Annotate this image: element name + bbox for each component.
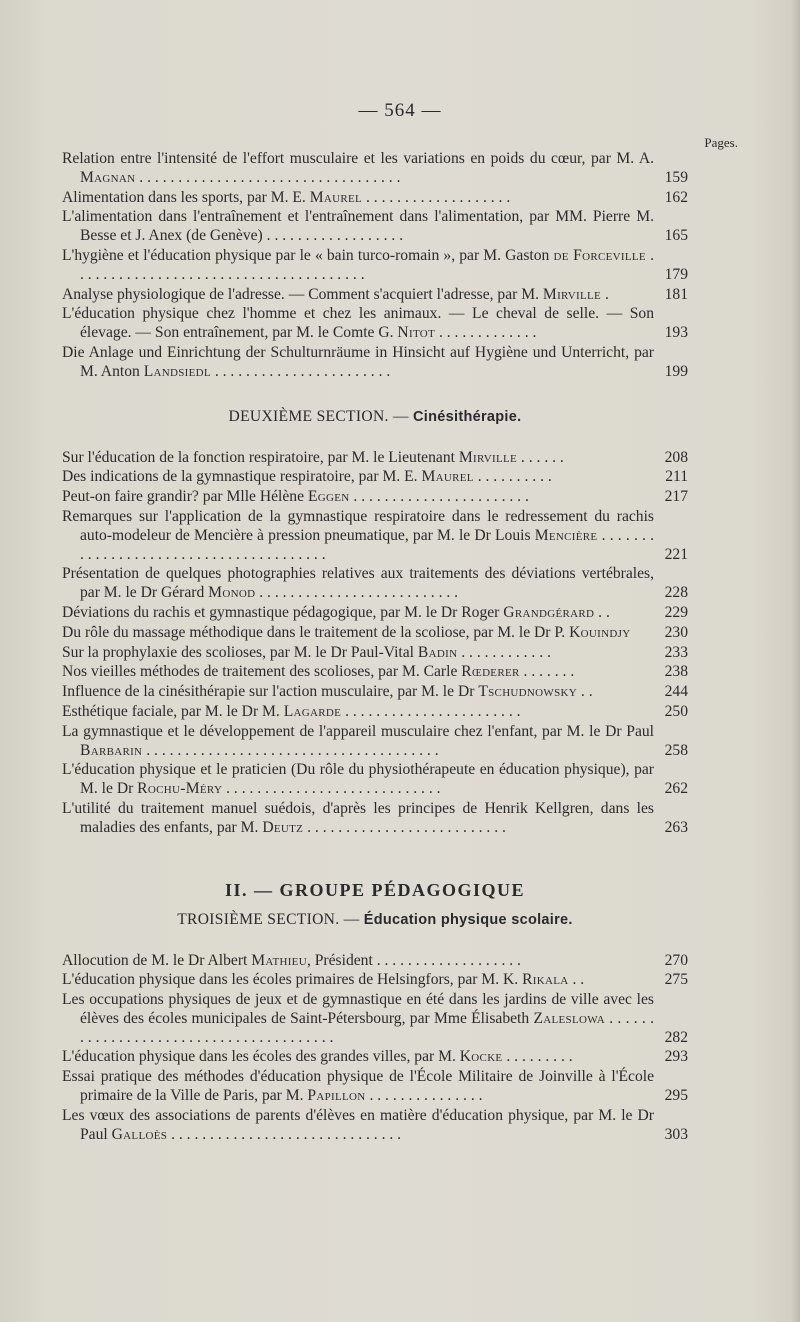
dot-leader: . . . . . . . . . . . . . . . [369,1087,483,1105]
toc-entry [62,761,688,799]
section-title: Cinésithérapie. [413,408,522,425]
dot-leader: . . . . . . . . . . . . [461,643,551,661]
entry-author: Landsiedl [143,362,211,380]
entry-title [62,565,688,603]
entry-title [62,663,688,682]
entry-page-number: 293 [664,1048,688,1066]
entry-title [62,508,688,564]
entry-author: Papillon [307,1087,366,1105]
page-number: — 564 — [358,100,442,121]
entry-page-number: 193 [664,324,688,342]
dot-leader: . . . . . . . . . . . . . . . . . . . . . . . . . . [259,584,459,602]
entry-author: de Forceville [553,246,646,264]
toc-entry [62,644,688,663]
entry-text: Déviations du rachis et gymnastique pédagogique, par M. le Dr Roger [62,603,504,621]
entry-author: Barbarin [80,741,143,759]
dot-leader: . . . . . . . . . . . . . . . . . . . . . . . [214,362,391,380]
entry-page-number: 244 [664,683,688,701]
entry-text: La gymnastique et le développement de l'appareil musculaire chez l'enfant, par M. le Dr Paul [62,722,654,740]
entry-text: Nos vieilles méthodes de traitement des scolioses, par M. Carle [62,663,462,681]
entry-page-number: 159 [664,168,688,186]
entry-text: Esthétique faciale, par M. le Dr M. [62,702,284,720]
entry-title [62,488,688,507]
entry-page-number: 275 [664,971,688,989]
entry-page-number: 228 [664,584,688,602]
toc-entry [62,208,688,246]
entry-author: Maurel [421,468,474,486]
entry-title [62,971,688,990]
entry-page-number: 221 [664,545,688,563]
entry-title [62,150,688,188]
third-section-entries [62,952,688,1145]
entry-title [62,991,688,1047]
toc-entry [62,952,688,971]
toc-entry [62,800,688,838]
dot-leader: . . [572,971,585,989]
entry-page-number: 263 [664,818,688,836]
entry-text: L'éducation physique dans les écoles des grandes villes, par M. [62,1048,460,1066]
entry-text: Sur la prophylaxie des scolioses, par M. le Dr Paul-Vital [62,643,418,661]
entry-title [62,305,688,343]
entry-author: Tschudnowsky [478,683,577,701]
toc-entry [62,1048,688,1067]
entry-page-number: 258 [664,741,688,759]
entry-author: Maurel [309,188,363,206]
entry-title [62,644,688,663]
dot-leader: . . . . . . . . . . . . . . . . . . . [365,188,511,206]
dot-leader: . . . . . . . . . . . . . . . . . . . . . . . . . . . . [226,780,441,798]
entry-text: L'éducation physique dans les écoles primaires de Helsingfors, par M. K. [62,971,523,989]
entry-title [62,286,688,305]
entry-text: Remarques sur l'application de la gymnastique respiratoire dans le redressement du rachis auto-modeleur de Mencière à pression pneumatique, par M. le Dr Louis [62,507,654,544]
entry-page-number: 179 [664,265,688,283]
entry-text: Die Anlage und Einrichtung der Schulturnräume in Hinsicht auf Hygiène und Unterricht, par M. Anton [62,343,654,380]
toc-entry [62,344,688,382]
entry-text: Peut-on faire grandir? par Mlle Hélène [62,488,308,506]
entry-author: Rikala [522,971,569,989]
entry-title [62,624,688,643]
entry-author: Monod [208,584,256,602]
entry-author: Lagarde [283,702,342,720]
dot-leader: . . . . . . . [523,663,575,681]
entry-author: Rœderer [461,663,520,681]
entry-author: Mirville [458,448,518,466]
entry-author: Rochu-Méry [137,780,223,798]
section-heading-deuxieme [62,408,688,426]
entry-text: Présentation de quelques photographies relatives aux traitements des déviations vertébrales, par M. le Dr Gérard [62,565,654,602]
entry-text: Alimentation dans les sports, par M. E. [62,188,310,206]
entry-title [62,1068,688,1106]
entry-author: Kouindjy [569,623,631,641]
toc-entry [62,663,688,682]
entry-text: Analyse physiologique de l'adresse. — Comment s'acquiert l'adresse, par M. [62,285,543,303]
toc-entry [62,683,688,702]
entry-page-number: 165 [664,227,688,245]
page-edge [790,0,800,1322]
second-section-entries [62,449,688,838]
table-of-contents [62,150,688,1145]
section-heading-troisieme [62,911,688,929]
dot-leader: . . . . . . . . . . . . . . . . . . . . . . . . . . . . . . [171,1125,402,1143]
toc-entry [62,703,688,722]
toc-entry [62,449,688,468]
entry-page-number: 230 [664,623,688,641]
entry-text: Les occupations physiques de jeux et de gymnastique en été dans les jardins de ville avec les élèves des écoles municipales de Saint-Pétersbourg, par Mme Élisabeth [62,991,654,1027]
pages-column-label: Pages. [704,135,738,150]
entry-page-number: 270 [664,951,688,969]
section-prefix: DEUXIÈME SECTION. — [228,407,413,425]
entry-text: L'éducation physique chez l'homme et chez les animaux. — Le cheval de selle. — Son élevage. — Son entraînement, par M. le Comte G. [62,305,654,342]
entry-text: L'hygiène et l'éducation physique par le « bain turco-romain », par M. Gaston [62,246,554,264]
entry-text: Sur l'éducation de la fonction respiratoire, par M. le Lieutenant [62,448,459,466]
entry-title [62,247,688,285]
entry-page-number: 208 [664,448,688,466]
toc-entry [62,1107,688,1145]
entry-title [62,604,688,623]
entry-author: Grandgérard [503,603,595,621]
entry-text: Relation entre l'intensité de l'effort musculaire et les variations en poids du cœur, par M. A. [62,150,654,167]
toc-entry [62,624,688,643]
entry-page-number: 238 [664,663,688,681]
entry-text: Des indications de la gymnastique respiratoire, par M. E. [62,468,422,486]
entry-title [62,761,688,799]
entry-page-number: 250 [664,702,688,720]
dot-leader: . . . . . . [520,448,564,466]
entry-page-number: 282 [664,1028,688,1046]
entry-author: Mencière [534,526,598,544]
dot-leader: . . . . . . . . . [506,1048,573,1066]
toc-entry [62,305,688,343]
entry-author: Mirville [542,285,602,303]
entry-page-number: 295 [664,1087,688,1105]
dot-leader: . . . . . . . . . . . . . . . . . . . . . . . . . . . . . . . . . . . . . . [146,741,439,759]
toc-entry [62,508,688,564]
entry-page-number: 233 [664,643,688,661]
entry-page-number: 229 [664,603,688,621]
entry-author: Eggen [307,488,350,506]
entry-author: Zaleslowa [533,1009,605,1027]
toc-entry [62,1068,688,1106]
entry-author: Galloès [111,1125,168,1143]
entry-title [62,344,688,382]
dot-leader: . . . . . . . . . . . . . . . . . . [266,227,404,245]
dot-leader: . . [598,603,610,621]
entry-page-number: 217 [664,488,688,506]
entry-page-number: 162 [664,188,688,206]
entry-page-number: 181 [664,285,688,303]
entry-author: Kocke [459,1048,503,1066]
entry-title [62,703,688,722]
entry-text: L'éducation physique et le praticien (Du rôle du physiothérapeute en éducation physique), par M. le Dr [62,761,654,798]
entry-title [62,952,688,971]
toc-entry [62,468,688,487]
entry-text: Les vœux des associations de parents d'élèves en matière d'éducation physique, par M. le Dr Paul [62,1106,654,1143]
dot-leader: . [604,285,609,303]
entry-title [62,449,688,468]
toc-entry [62,150,688,188]
entry-title [62,468,688,487]
entry-title [62,683,688,702]
toc-entry [62,189,688,208]
dot-leader: . . . . . . . . . . . . . . . . . . . . . . . . . . . . . . . . . . [139,168,401,186]
entry-author: Badin [417,643,458,661]
entry-title [62,800,688,838]
entry-author: Nitot [397,324,436,342]
section-prefix: TROISIÈME SECTION. — [177,910,364,928]
entry-page-number: 211 [665,468,688,486]
entry-author: Deutz [262,818,304,836]
dot-leader: . . . . . . . . . . . . . . . . . . . . . . . . . . . . . . . . . . . . . . [80,246,654,283]
entry-title [62,1107,688,1145]
entry-text: Allocution de M. le Dr Albert [62,951,252,969]
entry-title [62,1048,688,1067]
entry-text: Essai pratique des méthodes d'éducation physique de l'École Militaire de Joinville à l'École primaire de la Ville de Paris, par M. [62,1068,654,1105]
toc-entry [62,247,688,285]
group-heading: II. — GROUPE PÉDAGOGIQUE [224,879,526,900]
toc-entry [62,488,688,507]
entry-author: Magnan [80,168,136,186]
dot-leader: . . . . . . . . . . . . . . . . . . . . . . . [353,488,529,506]
dot-leader: . . . . . . . . . . [477,468,552,486]
dot-leader: . . . . . . . . . . . . . . . . . . . . . . . . . . . . . . . . . . . . . . . [80,1009,654,1046]
dot-leader: . . [580,683,593,701]
dot-leader: . . . . . . . . . . . . . [438,324,537,342]
section-title: Éducation physique scolaire. [363,911,573,928]
toc-entry [62,971,688,990]
entry-page-number: 303 [664,1125,688,1143]
toc-entry [62,565,688,603]
toc-entry [62,723,688,761]
toc-entry [62,286,688,305]
entry-text: L'alimentation dans l'entraînement et l'entraînement dans l'alimentation, par MM. Pierre M. Besse et J. Anex (de Genève) [62,208,654,245]
entry-text: Influence de la cinésithérapie sur l'action musculaire, par M. le Dr [62,683,479,701]
entry-title [62,208,688,246]
dot-leader: . . . . . . . . . . . . . . . . . . . . . . . . . . [307,818,506,836]
entry-text: Du rôle du massage méthodique dans le traitement de la scoliose, par M. le Dr P. [62,623,570,641]
entry-title [62,189,688,208]
entry-text: L'utilité du traitement manuel suédois, d'après les principes de Henrik Kellgren, dans les maladies des enfants, par M. [62,799,654,836]
entry-page-number: 262 [664,780,688,798]
toc-entry [62,604,688,623]
toc-entry [62,991,688,1047]
entry-suffix: , Président [306,951,373,969]
dot-leader: . . . . . . . . . . . . . . . . . . . . . . . . . . . . . . . . . . . . . . . [80,526,655,563]
first-section-entries [62,150,688,382]
dot-leader: . . . . . . . . . . . . . . . . . . . . . . . [345,702,521,720]
entry-title [62,723,688,761]
dot-leader: . . . . . . . . . . . . . . . . . . . [376,951,521,969]
entry-author: Mathieu [251,951,307,969]
entry-page-number: 199 [664,362,688,380]
